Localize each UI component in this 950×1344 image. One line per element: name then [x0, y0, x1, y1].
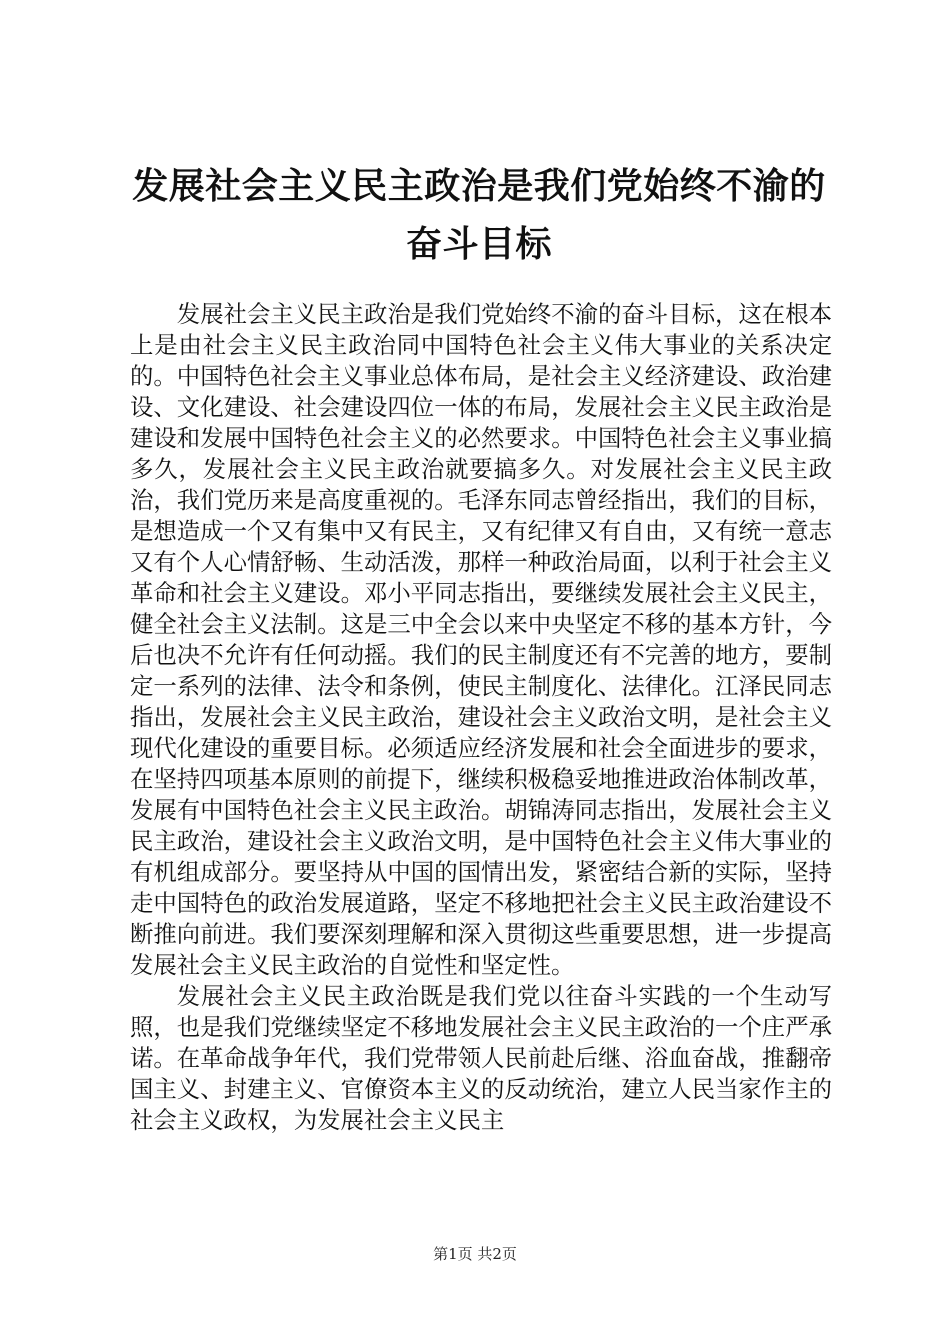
page-number-footer: 第1页 共2页 [433, 1245, 517, 1263]
body-paragraph: 发展社会主义民主政治是我们党始终不渝的奋斗目标，这在根本上是由社会主义民主政治同中国特色社会主义伟大事业的关系决定的。中国特色社会主义事业总体布局，是社会主义经济建设、政治建设、文化建设、社会建设四位一体的布局，发展社会主义民主政治是建设和发展中国特色社会主义的必然要求。中国特色社会主义事业搞多久，发展社会主义民主政治就要搞多久。对发展社会主义民主政治，我们党历来是高度重视的。毛泽东同志曾经指出，我们的目标，是想造成一个又有集中又有民主，又有纪律又有自由，又有统一意志又有个人心情舒畅、生动活泼，那样一种政治局面，以利于社会主义革命和社会主义建设。邓小平同志指出，要继续发展社会主义民主，健全社会主义法制。这是三中全会以来中央坚定不移的基本方针，今后也决不允许有任何动摇。我们的民主制度还有不完善的地方，要制定一系列的法律、法令和条例，使民主制度化、法律化。江泽民同志指出，发展社会主义民主政治，建设社会主义政治文明，是社会主义现代化建设的重要目标。必须适应经济发展和社会全面进步的要求，在坚持四项基本原则的前提下，继续积极稳妥地推进政治体制改革，发展有中国特色社会主义民主政治。胡锦涛同志指出，发展社会主义民主政治，建设社会主义政治文明，是中国特色社会主义伟大事业的有机组成部分。要坚持从中国的国情出发，紧密结合新的实际，坚持走中国特色的政治发展道路，坚定不移地把社会主义民主政治建设不断推向前进。我们要深刻理解和深入贯彻这些重要思想，进一步提高发展社会主义民主政治的自觉性和坚定性。 [130, 300, 832, 979]
document-body [130, 299, 832, 1136]
body-paragraph: 发展社会主义民主政治既是我们党以往奋斗实践的一个生动写照，也是我们党继续坚定不移地发展社会主义民主政治的一个庄严承诺。在革命战争年代，我们党带领人民前赴后继、浴血奋战，推翻帝国主义、封建主义、官僚资本主义的反动统治，建立人民当家作主的社会主义政权，为发展社会主义民主 [130, 982, 832, 1134]
document-title: 发展社会主义民主政治是我们党始终不渝的奋斗目标 [132, 166, 826, 265]
